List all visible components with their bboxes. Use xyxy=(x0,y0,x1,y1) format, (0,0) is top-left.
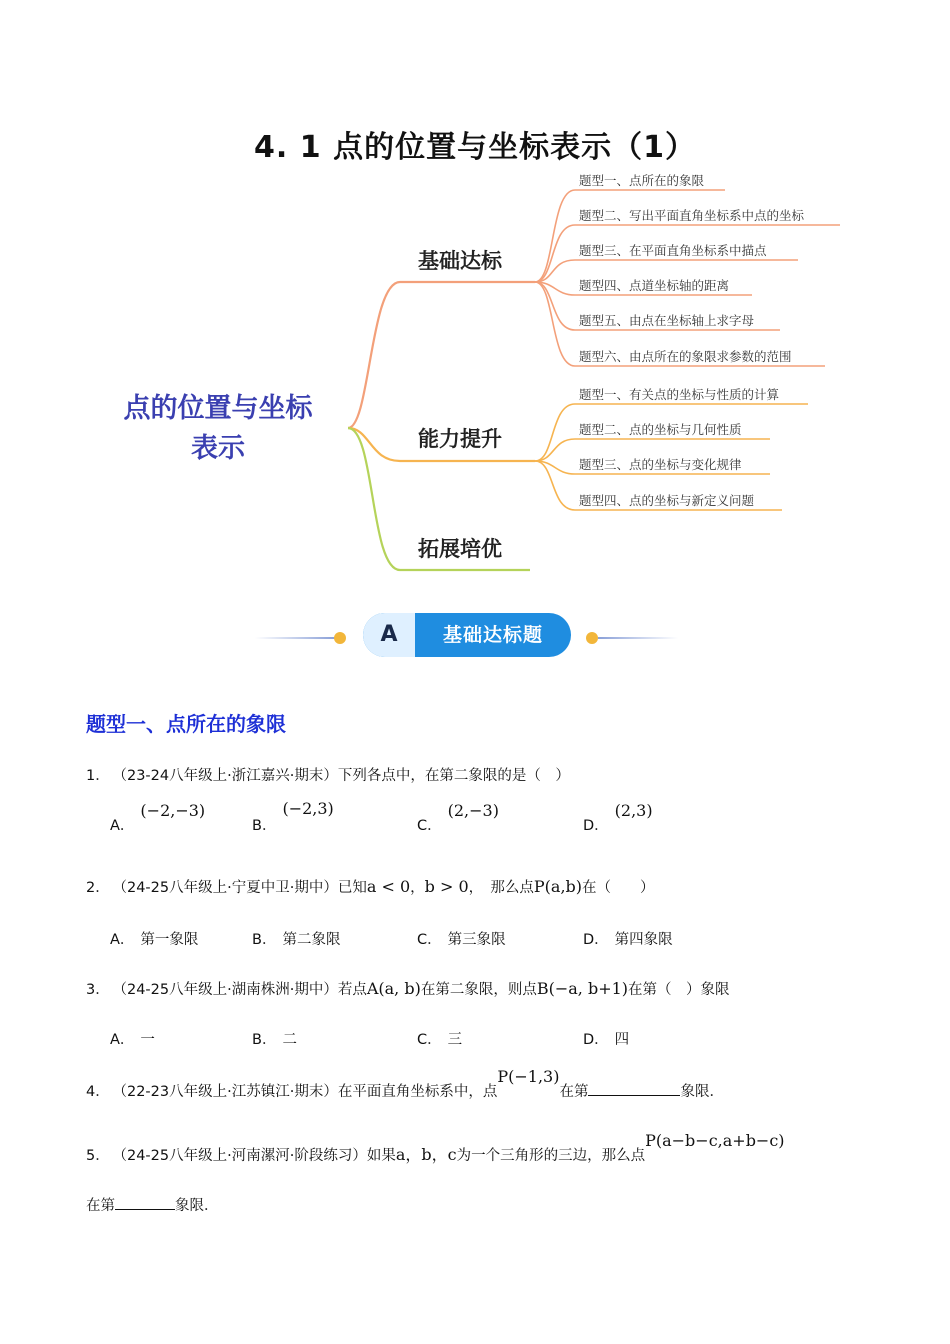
question-text: 如果 xyxy=(366,1148,396,1164)
mindmap-root-line2: 表示 xyxy=(191,433,245,464)
leaf-basic-5: 题型五、由点在坐标轴上求字母 xyxy=(579,313,755,328)
leaf-basic-1: 题型一、点所在的象限 xyxy=(579,173,705,188)
option-b[interactable] xyxy=(252,798,334,834)
point-b: B(−a, b+1) xyxy=(536,979,629,998)
question-text: 在第 xyxy=(559,1084,589,1100)
option-value: 二 xyxy=(282,1032,297,1048)
banner-dot-left xyxy=(334,632,346,644)
branch-label-advanced: 能力提升 xyxy=(418,427,502,451)
question-text: 象限． xyxy=(680,1084,724,1100)
question-text: 在第（ ）象限 xyxy=(628,982,730,998)
question-3 xyxy=(86,978,730,999)
question-source-year: （23-24 xyxy=(119,768,170,784)
question-number: 4． xyxy=(86,1084,110,1100)
option-value: (2,−3) xyxy=(447,801,499,820)
option-value: (−2,3) xyxy=(282,799,334,818)
option-value: 四 xyxy=(614,1032,630,1048)
question-text: 若点 xyxy=(337,982,367,998)
option-value: 第一象限 xyxy=(140,932,199,948)
page-title: 4. 1 点的位置与坐标表示（1） xyxy=(254,130,696,165)
option-c[interactable] xyxy=(417,928,506,949)
question-text: ， 那么点 xyxy=(468,880,534,896)
leaf-basic-3: 题型三、在平面直角坐标系中描点 xyxy=(579,243,767,258)
question-source-year: （24-25 xyxy=(119,1148,170,1164)
badge-text: 基础达标题 xyxy=(442,624,543,646)
option-c[interactable] xyxy=(417,1028,462,1049)
answer-blank[interactable] xyxy=(588,1081,680,1096)
question-number: 5． xyxy=(86,1148,110,1164)
section-badge xyxy=(363,613,571,657)
option-label: A． xyxy=(110,818,135,834)
badge-letter: A xyxy=(363,613,415,657)
leaf-advanced-4: 题型四、点的坐标与新定义问题 xyxy=(579,493,755,508)
option-label: D． xyxy=(583,1032,609,1048)
point-p: P(a−b−c,a+b−c) xyxy=(645,1131,785,1150)
question-number: 3． xyxy=(86,982,110,998)
question-text: 在第 xyxy=(86,1198,115,1214)
option-a[interactable] xyxy=(110,800,206,834)
option-label: C． xyxy=(417,818,442,834)
section-title: 题型一、点所在的象限 xyxy=(86,712,286,736)
leaf-advanced-2: 题型二、点的坐标与几何性质 xyxy=(579,422,742,437)
option-label: C． xyxy=(417,1032,442,1048)
question-source-year: （24-25 xyxy=(119,982,170,998)
banner-line-left xyxy=(255,637,335,639)
question-text: 象限． xyxy=(175,1198,219,1214)
variables: a，b，c xyxy=(395,1145,457,1164)
question-source: 八年级上·浙江嘉兴·期末） xyxy=(169,768,338,784)
option-value: (−2,−3) xyxy=(140,801,206,820)
question-2 xyxy=(86,876,655,897)
banner-line-right xyxy=(598,637,678,639)
option-label: C． xyxy=(417,932,442,948)
question-source: 八年级上·宁夏中卫·期中） xyxy=(169,880,338,896)
question-text: 在第二象限，则点 xyxy=(420,982,537,998)
question-1 xyxy=(86,764,570,785)
option-value: 第二象限 xyxy=(282,932,341,948)
question-5 xyxy=(86,1131,785,1165)
leaf-advanced-1: 题型一、有关点的坐标与性质的计算 xyxy=(579,387,780,402)
option-b[interactable] xyxy=(252,928,340,949)
question-text: 下列各点中，在第二象限的是（ ） xyxy=(337,768,570,784)
leaf-advanced-3: 题型三、点的坐标与变化规律 xyxy=(579,457,742,472)
answer-blank[interactable] xyxy=(115,1195,175,1210)
condition-a: a < 0 xyxy=(366,877,411,896)
question-5-line2 xyxy=(86,1194,219,1215)
option-d[interactable] xyxy=(583,800,653,834)
option-label: B． xyxy=(252,932,277,948)
question-text: 在平面直角坐标系中，点 xyxy=(337,1084,498,1100)
mindmap-root-line1: 点的位置与坐标 xyxy=(123,393,313,424)
leaf-connector xyxy=(535,190,725,282)
option-d[interactable] xyxy=(583,1028,629,1049)
mindmap xyxy=(0,160,950,580)
option-b[interactable] xyxy=(252,1028,297,1049)
leaf-basic-4: 题型四、点道坐标轴的距离 xyxy=(579,278,730,293)
point-a: A(a, b) xyxy=(366,979,421,998)
option-label: B． xyxy=(252,818,277,834)
option-value: 第四象限 xyxy=(614,932,673,948)
option-label: A． xyxy=(110,1032,135,1048)
option-value: 一 xyxy=(140,1032,155,1048)
question-source-year: （24-25 xyxy=(119,880,170,896)
question-source: 八年级上·湖南株洲·期中） xyxy=(169,982,338,998)
point-p: P(a,b) xyxy=(533,877,583,896)
option-label: D． xyxy=(583,818,609,834)
option-a[interactable] xyxy=(110,928,198,949)
option-label: B． xyxy=(252,1032,277,1048)
option-value: 第三象限 xyxy=(447,932,506,948)
condition-b: b > 0 xyxy=(424,877,469,896)
question-number: 1． xyxy=(86,768,110,784)
option-d[interactable] xyxy=(583,928,673,949)
question-source: 八年级上·江苏镇江·期末） xyxy=(169,1084,338,1100)
question-text: 已知 xyxy=(337,880,367,896)
question-number: 2． xyxy=(86,880,110,896)
option-c[interactable] xyxy=(417,800,499,834)
option-value: 三 xyxy=(447,1032,463,1048)
banner-dot-right xyxy=(586,632,598,644)
question-4 xyxy=(86,1067,724,1101)
point-p: P(−1,3) xyxy=(497,1067,560,1086)
option-label: D． xyxy=(583,932,609,948)
leaf-basic-6: 题型六、由点所在的象限求参数的范围 xyxy=(579,349,792,364)
option-a[interactable] xyxy=(110,1028,155,1049)
branch-label-basic: 基础达标 xyxy=(418,249,502,273)
branch-label-extension: 拓展培优 xyxy=(418,537,502,561)
question-source: 八年级上·河南漯河·阶段练习） xyxy=(169,1148,367,1164)
option-value: (2,3) xyxy=(614,801,653,820)
connector-branch-1 xyxy=(348,282,535,428)
question-text: 在（ ） xyxy=(582,880,655,896)
question-text: ， xyxy=(410,880,425,896)
option-label: A． xyxy=(110,932,135,948)
leaf-basic-2: 题型二、写出平面直角坐标系中点的坐标 xyxy=(579,208,805,223)
question-text: 为一个三角形的三边，那么点 xyxy=(456,1148,646,1164)
question-source-year: （22-23 xyxy=(119,1084,170,1100)
